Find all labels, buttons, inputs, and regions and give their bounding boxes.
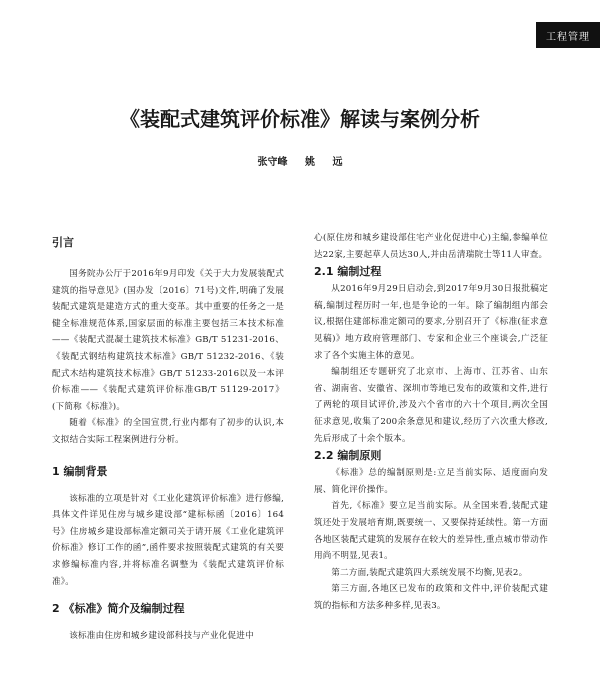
section-2-paragraph: 该标准由住房和城乡建设部科技与产业化促进中 bbox=[69, 631, 254, 642]
section-2-2-paragraph-1: 《标准》总的编制原则是:立足当前实际、适度面向发展、简化评价操作。 bbox=[314, 468, 548, 495]
section-tag: 工程管理 bbox=[536, 22, 600, 48]
intro-heading: 引言 bbox=[52, 236, 74, 249]
section-2-heading: 2 《标准》简介及编制过程 bbox=[52, 602, 185, 616]
section-2-1-paragraph-1: 从2016年9月29日启动会,到2017年9月30日报批稿定稿,编制过程历时一年,也是争论的一年。除了编制组内部会议,根据住建部标准定额司的要求,分别召开了《标准(征求意见稿)》地方政府管理部门、专家和企业三个座谈会,广泛征求了各个实施主体的意见。 bbox=[314, 284, 548, 361]
intro-paragraph-2: 随着《标准》的全国宣贯,行业内都有了初步的认识,本文拟结合实际工程案例进行分析。 bbox=[52, 418, 284, 445]
section-2-2-paragraph-4: 第三方面,各地区已发布的政策和文件中,评价装配式建筑的指标和方法多种多样,见表3。 bbox=[314, 584, 548, 611]
section-1-paragraph: 该标准的立项是针对《工业化建筑评价标准》进行修编,具体文件详见住房与城乡建设部“建标标函〔2016〕164号》住房城乡建设部标准定额司关于请开展《工业化建筑评价标准》修订工作的函”,函件要求按照装配式建筑的有关要求修编标准内容,并将标准名调整为《装配式建筑评价标准》。 bbox=[52, 493, 284, 587]
left-column bbox=[52, 234, 284, 645]
section-2-2-heading: 2.2 编制原则 bbox=[314, 449, 382, 463]
section-2-2-paragraph-3: 第二方面,装配式建筑四大系统发展不均衡,见表2。 bbox=[331, 567, 528, 578]
article-title: 《装配式建筑评价标准》解读与案例分析 bbox=[120, 107, 480, 131]
article-authors: 张守峰 姚 远 bbox=[257, 157, 343, 168]
intro-paragraph-1: 国务院办公厅于2016年9月印发《关于大力发展装配式建筑的指导意见》(国办发〔2016〕71号)文件,明确了发展装配式建筑是建造方式的重大变革。其中重要的任务之一是健全标准规范体系,国家层面的标准主要包括三本技术标准——《装配式混凝土建筑技术标准》GB/T 51231-2016、《装配式钢结构建筑技术标准》GB/T 51232-2016、《装配式木结构建筑技术标准》GB/T 51233-2016以及一本评价标准——《装配式建筑评价标准GB/T 51129-2017》(下简称《标准》)。 bbox=[52, 269, 284, 412]
section-2-1-heading: 2.1 编制过程 bbox=[314, 265, 382, 279]
section-2-2-paragraph-2: 首先,《标准》要立足当前实际。从全国来看,装配式建筑还处于发展培育期,既要统一、又要保持延续性。第一方面各地区装配式建筑的发展存在较大的差异性,重点城市带动作用尚不明显,见表1。 bbox=[314, 501, 548, 562]
continued-paragraph: 心(原住房和城乡建设部住宅产业化促进中心)主编,参编单位达22家,主要起草人员达30人,并由岳清瑞院士等11人审查。 bbox=[314, 233, 548, 260]
section-1-heading: 1 编制背景 bbox=[52, 464, 108, 478]
section-2-1-paragraph-2: 编制组还专题研究了北京市、上海市、江苏省、山东省、湖南省、安徽省、深圳市等地已发布的政策和文件,进行了两轮的项目试评价,涉及六个省市的六十个项目,两次全国征求意见,收集了200余条意见和建议,经历了六次重大修改,先后形成了十余个版本。 bbox=[314, 367, 548, 444]
right-column bbox=[314, 230, 548, 614]
